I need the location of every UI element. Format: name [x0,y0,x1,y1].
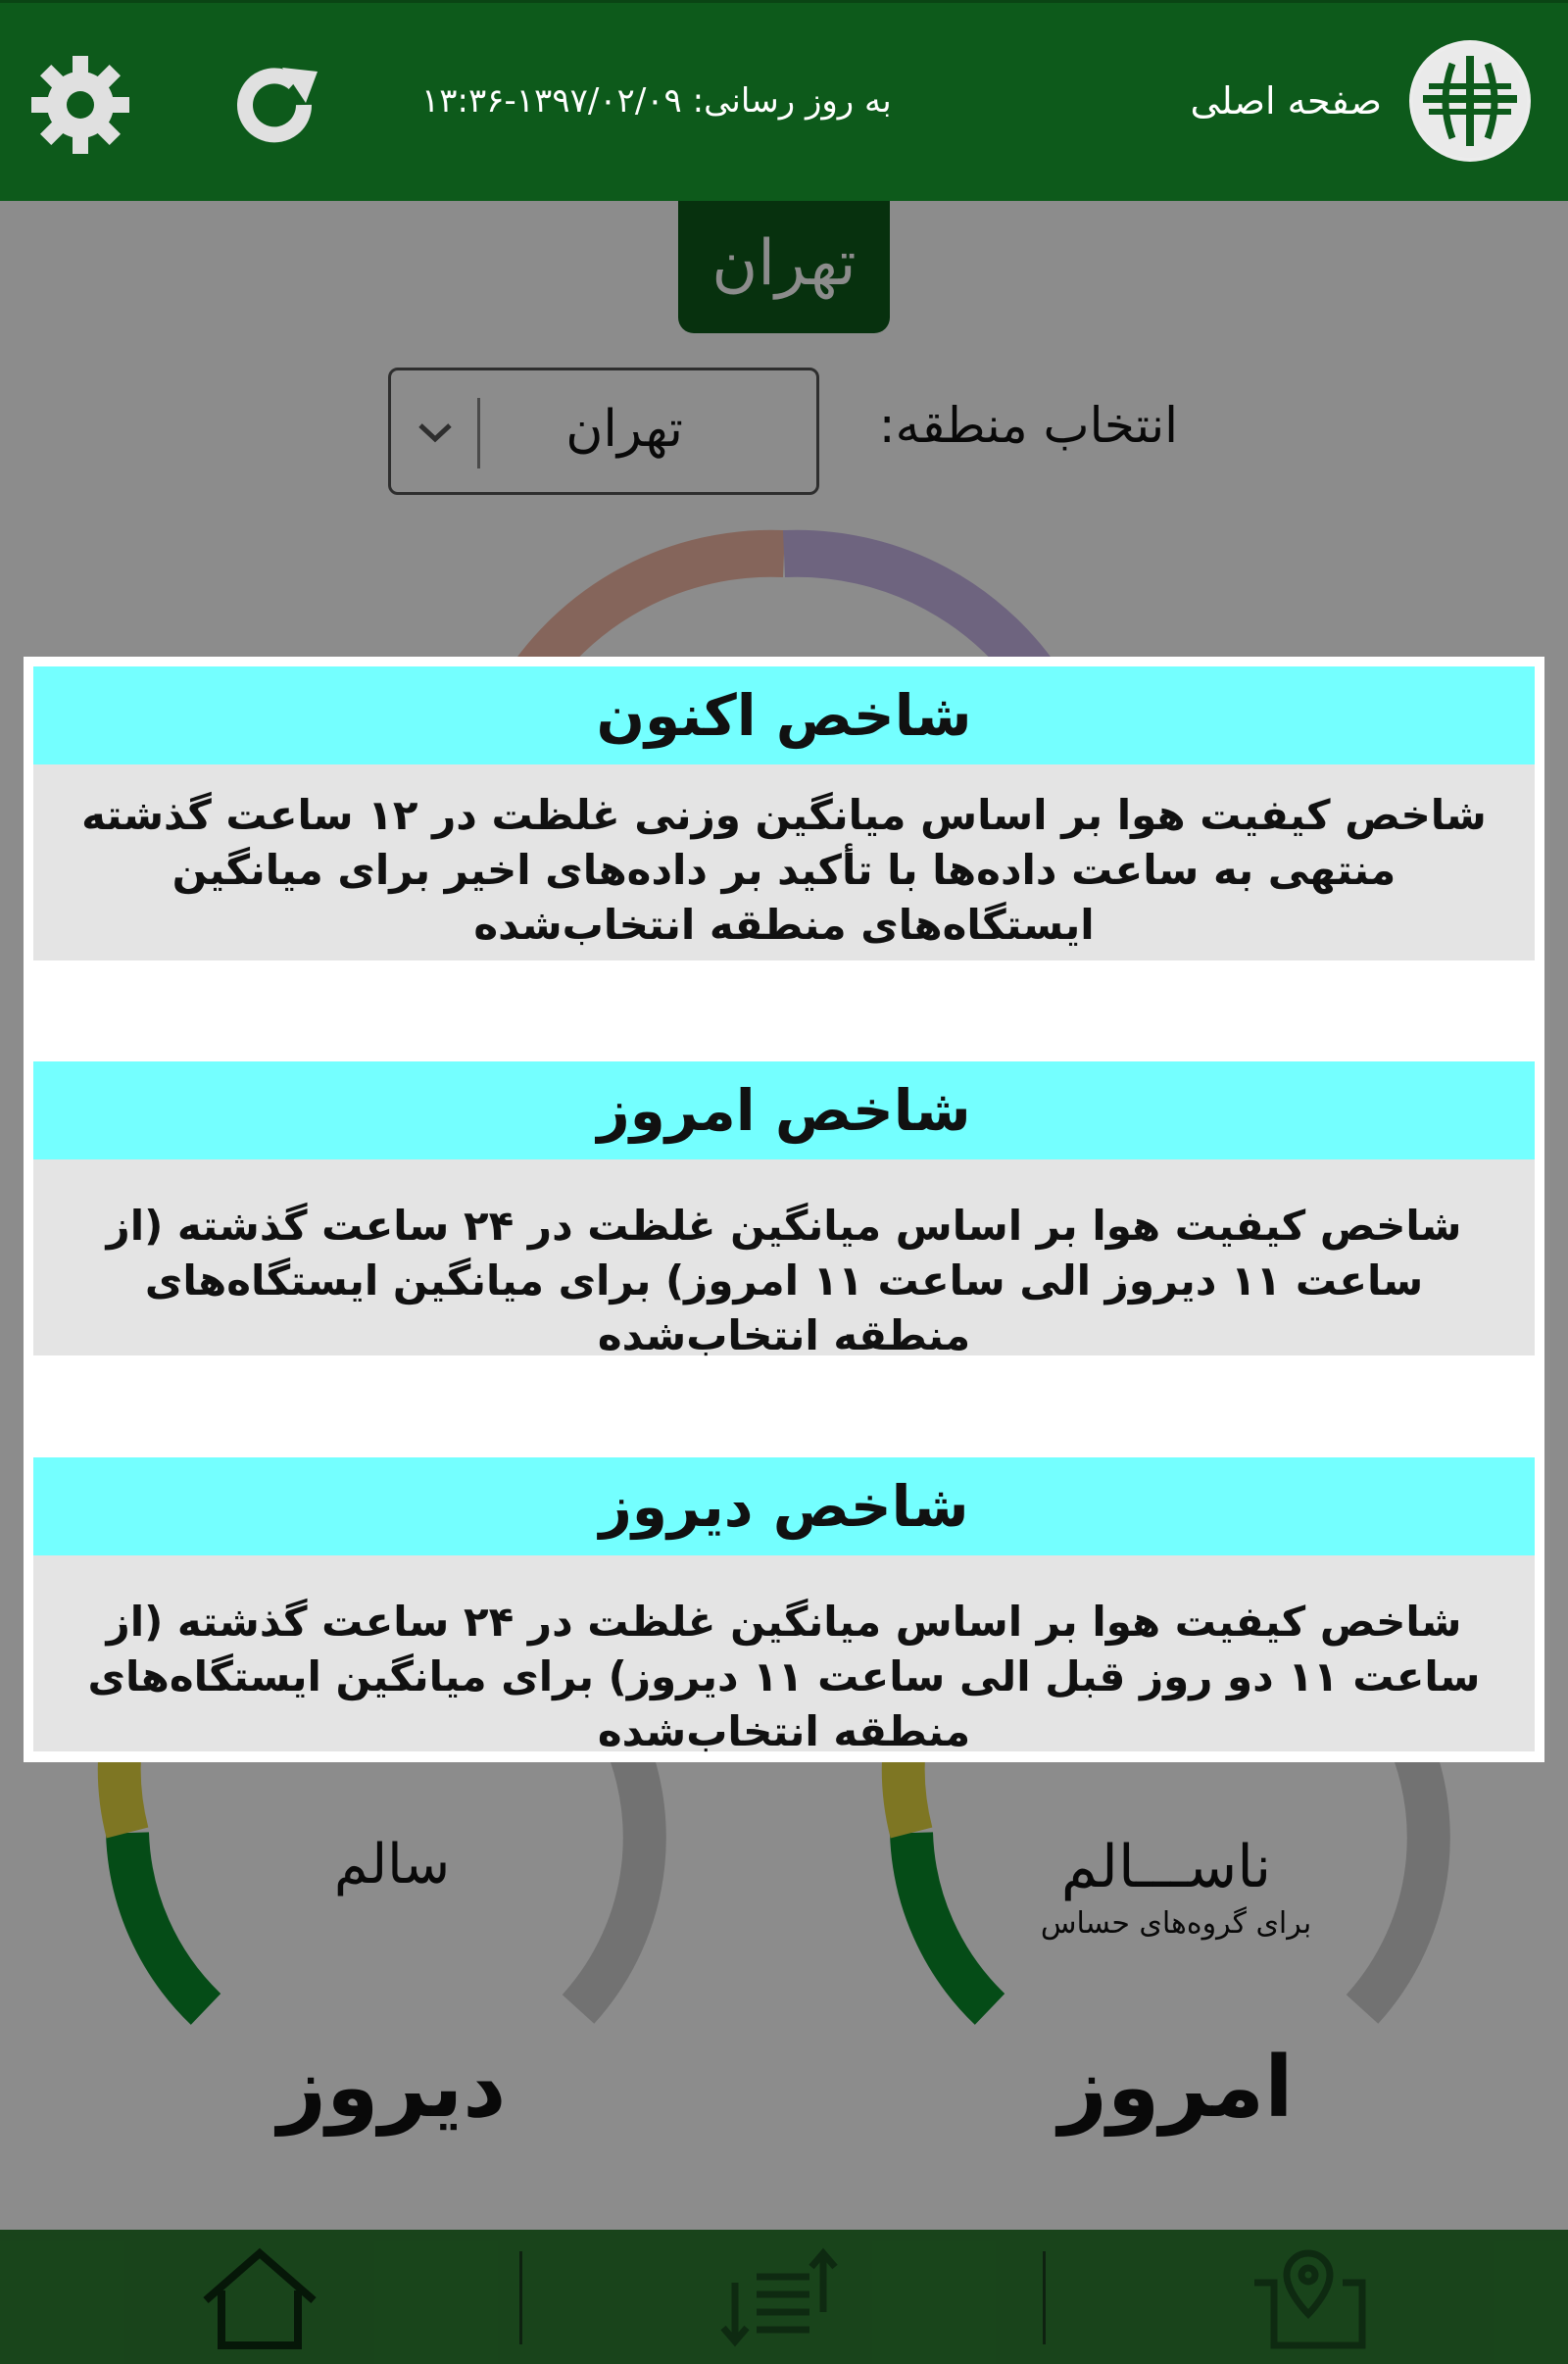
home-title[interactable]: صفحه اصلی [1190,79,1382,123]
today-status: ناســـالم [1060,1833,1272,1901]
section-today-title: شاخص امروز [33,1061,1535,1159]
region-select-value: تهران [565,400,683,459]
section-now-title: شاخص اکنون [33,666,1535,764]
section-yesterday-body: شاخص کیفیت هوا بر اساس میانگین غلظت در ۲۴ ساعت گذشته (از ساعت ۱۱ دو روز قبل الی ساعت ۱۱ دیروز) برای میانگین ایستگاه‌های منطقه انتخاب‌شده [33,1555,1535,1751]
section-now-body: شاخص کیفیت هوا بر اساس میانگین وزنی غلظت در ۱۲ ساعت گذشته منتهی به ساعت داده‌ها با تأکید بر داده‌های اخیر برای میانگین ایستگاه‌های منطقه انتخاب‌شده [33,764,1535,960]
aqi-info-dialog [24,657,1544,1762]
refresh-icon[interactable] [223,54,325,156]
today-label: امروز [1058,2039,1294,2137]
yesterday-status: سالم [333,1833,451,1896]
yesterday-label: دیروز [277,2039,507,2137]
section-today-body: شاخص کیفیت هوا بر اساس میانگین غلظت در ۲۴ ساعت گذشته (از ساعت ۱۱ دیروز الی ساعت ۱۱ امروز) برای میانگین ایستگاه‌های منطقه انتخاب‌شده [33,1159,1535,1355]
settings-icon[interactable] [29,54,131,156]
last-update-text: به روز رسانی: ۱۳۹۷/۰۲/۰۹-۱۳:۳۶ [421,81,892,121]
region-select-label: انتخاب منطقه: [878,397,1178,454]
today-status-subtitle: برای گروه‌های حساس [1040,1906,1312,1941]
section-yesterday-title: شاخص دیروز [33,1457,1535,1555]
environment-logo-icon [1409,40,1531,162]
region-title-tab: تهران [678,201,890,333]
top-app-bar [0,0,1568,201]
